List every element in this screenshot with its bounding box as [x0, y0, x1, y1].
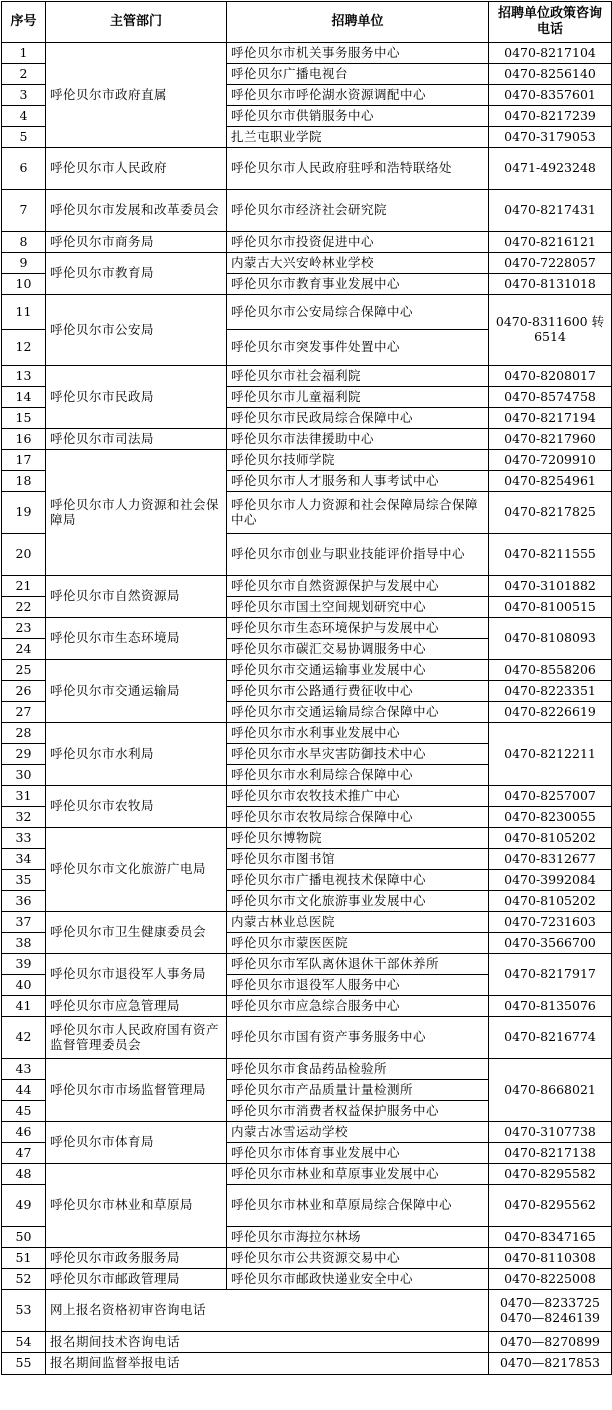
phone-cell: 0470-3179053 [489, 127, 612, 148]
unit-cell: 内蒙古大兴安岭林业学校 [227, 253, 489, 274]
department-cell: 呼伦贝尔市体育局 [46, 1122, 227, 1164]
table-row [2, 1164, 612, 1185]
row-number: 21 [2, 576, 46, 597]
row-number: 8 [2, 232, 46, 253]
unit-cell: 呼伦贝尔市公路通行费征收中心 [227, 681, 489, 702]
table-row [2, 190, 612, 232]
department-cell: 呼伦贝尔市发展和改革委员会 [46, 190, 227, 232]
row-number: 27 [2, 702, 46, 723]
table-row [2, 1269, 612, 1290]
unit-cell: 呼伦贝尔市自然资源保护与发展中心 [227, 576, 489, 597]
row-number: 50 [2, 1227, 46, 1248]
unit-cell: 呼伦贝尔市投资促进中心 [227, 232, 489, 253]
row-number: 10 [2, 274, 46, 295]
phone-cell: 0470-8217138 [489, 1143, 612, 1164]
table-row [2, 954, 612, 975]
phone-cell: 0470-8230055 [489, 807, 612, 828]
unit-cell: 呼伦贝尔市水旱灾害防御技术中心 [227, 744, 489, 765]
phone-cell: 0470-8574758 [489, 387, 612, 408]
footer-label-cell: 网上报名资格初审咨询电话 [46, 1290, 489, 1332]
table-row [2, 1059, 612, 1080]
unit-cell: 呼伦贝尔市创业与职业技能评价指导中心 [227, 534, 489, 576]
unit-cell: 呼伦贝尔市交通运输局综合保障中心 [227, 702, 489, 723]
row-number: 44 [2, 1080, 46, 1101]
unit-cell: 呼伦贝尔技师学院 [227, 450, 489, 471]
department-cell: 呼伦贝尔市卫生健康委员会 [46, 912, 227, 954]
table-row [2, 996, 612, 1017]
unit-cell: 呼伦贝尔广播电视台 [227, 64, 489, 85]
table-row [2, 232, 612, 253]
table-row [2, 576, 612, 597]
department-cell: 呼伦贝尔市民政局 [46, 366, 227, 429]
department-cell: 呼伦贝尔市市场监督管理局 [46, 1059, 227, 1122]
row-number: 24 [2, 639, 46, 660]
phone-cell: 0470-7231603 [489, 912, 612, 933]
department-cell: 呼伦贝尔市应急管理局 [46, 996, 227, 1017]
phone-cell: 0470-8105202 [489, 828, 612, 849]
department-cell: 呼伦贝尔市司法局 [46, 429, 227, 450]
row-number: 37 [2, 912, 46, 933]
unit-cell: 呼伦贝尔市社会福利院 [227, 366, 489, 387]
unit-cell: 呼伦贝尔市体育事业发展中心 [227, 1143, 489, 1164]
unit-cell: 呼伦贝尔博物院 [227, 828, 489, 849]
row-number: 51 [2, 1248, 46, 1269]
row-number: 3 [2, 85, 46, 106]
phone-cell: 0470-7228057 [489, 253, 612, 274]
unit-cell: 呼伦贝尔市教育事业发展中心 [227, 274, 489, 295]
unit-cell: 呼伦贝尔市蒙医医院 [227, 933, 489, 954]
footer-label-cell: 报名期间技术咨询电话 [46, 1332, 489, 1353]
header-unit: 招聘单位 [227, 2, 489, 43]
department-cell: 呼伦贝尔市政府直属 [46, 43, 227, 148]
phone-cell: 0470-8347165 [489, 1227, 612, 1248]
unit-cell: 内蒙古林业总医院 [227, 912, 489, 933]
row-number: 34 [2, 849, 46, 870]
department-cell: 呼伦贝尔市人民政府 [46, 148, 227, 190]
unit-cell: 呼伦贝尔市公共资源交易中心 [227, 1248, 489, 1269]
recruitment-table [1, 1, 612, 1375]
row-number: 42 [2, 1017, 46, 1059]
phone-cell: 0470-3101882 [489, 576, 612, 597]
table-row [2, 450, 612, 471]
table-row [2, 1017, 612, 1059]
header-no: 序号 [2, 2, 46, 43]
table-row [2, 295, 612, 330]
phone-cell: 0470-3566700 [489, 933, 612, 954]
row-number: 19 [2, 492, 46, 534]
unit-cell: 呼伦贝尔市供销服务中心 [227, 106, 489, 127]
row-number: 52 [2, 1269, 46, 1290]
row-number: 38 [2, 933, 46, 954]
row-number: 13 [2, 366, 46, 387]
row-number: 26 [2, 681, 46, 702]
unit-cell: 呼伦贝尔市文化旅游事业发展中心 [227, 891, 489, 912]
unit-cell: 呼伦贝尔市退役军人服务中心 [227, 975, 489, 996]
unit-cell: 呼伦贝尔市儿童福利院 [227, 387, 489, 408]
footer-label-cell: 报名期间监督举报电话 [46, 1353, 489, 1375]
unit-cell: 呼伦贝尔市林业和草原局综合保障中心 [227, 1185, 489, 1227]
phone-cell: 0470-8135076 [489, 996, 612, 1017]
phone-cell: 0470-8223351 [489, 681, 612, 702]
phone-cell: 0471-4923248 [489, 148, 612, 190]
table-row [2, 366, 612, 387]
phone-cell: 0470-8110308 [489, 1248, 612, 1269]
phone-cell: 0470-8225008 [489, 1269, 612, 1290]
department-cell: 呼伦贝尔市商务局 [46, 232, 227, 253]
row-number: 16 [2, 429, 46, 450]
unit-cell: 呼伦贝尔市农牧技术推广中心 [227, 786, 489, 807]
row-number: 45 [2, 1101, 46, 1122]
phone-cell: 0470-8217960 [489, 429, 612, 450]
phone-cell: 0470-8108093 [489, 618, 612, 660]
department-cell: 呼伦贝尔市邮政管理局 [46, 1269, 227, 1290]
department-cell: 呼伦贝尔市生态环境局 [46, 618, 227, 660]
unit-cell: 呼伦贝尔市碳汇交易协调服务中心 [227, 639, 489, 660]
unit-cell: 呼伦贝尔市交通运输事业发展中心 [227, 660, 489, 681]
row-number: 36 [2, 891, 46, 912]
header-dept: 主管部门 [46, 2, 227, 43]
unit-cell: 呼伦贝尔市农牧局综合保障中心 [227, 807, 489, 828]
table-row [2, 429, 612, 450]
phone-cell: 0470-8558206 [489, 660, 612, 681]
row-number: 54 [2, 1332, 46, 1353]
row-number: 32 [2, 807, 46, 828]
row-number: 31 [2, 786, 46, 807]
phone-number: 0470—8246139 [500, 1309, 600, 1325]
unit-cell: 呼伦贝尔市应急综合服务中心 [227, 996, 489, 1017]
unit-cell: 呼伦贝尔市图书馆 [227, 849, 489, 870]
phone-cell: 0470-8256140 [489, 64, 612, 85]
phone-cell: 0470-8226619 [489, 702, 612, 723]
table-row [2, 912, 612, 933]
phone-cell: 0470-8254961 [489, 471, 612, 492]
unit-cell: 呼伦贝尔市公安局综合保障中心 [227, 295, 489, 330]
phone-cell: 0470-8217917 [489, 954, 612, 996]
phone-number: 0470—8233725 [500, 1294, 600, 1310]
phone-cell: 0470-8311600 转 6514 [489, 295, 612, 366]
unit-cell: 呼伦贝尔市食品药品检验所 [227, 1059, 489, 1080]
row-number: 12 [2, 330, 46, 366]
row-number: 53 [2, 1290, 46, 1332]
department-cell: 呼伦贝尔市水利局 [46, 723, 227, 786]
phone-cell: 0470-8295562 [489, 1185, 612, 1227]
unit-cell: 呼伦贝尔市水利事业发展中心 [227, 723, 489, 744]
table-row [2, 43, 612, 64]
unit-cell: 呼伦贝尔市人民政府驻呼和浩特联络处 [227, 148, 489, 190]
table-row [2, 148, 612, 190]
row-number: 18 [2, 471, 46, 492]
phone-cell: 0470-8208017 [489, 366, 612, 387]
row-number: 43 [2, 1059, 46, 1080]
phone-cell: 0470-8217431 [489, 190, 612, 232]
phone-cell: 0470-8217194 [489, 408, 612, 429]
phone-cell: 0470-8212211 [489, 723, 612, 786]
phone-cell: 0470-8211555 [489, 534, 612, 576]
row-number: 30 [2, 765, 46, 786]
unit-cell: 呼伦贝尔市人力资源和社会保障局综合保障中心 [227, 492, 489, 534]
table-row [2, 253, 612, 274]
department-cell: 呼伦贝尔市自然资源局 [46, 576, 227, 618]
phone-cell: 0470-8668021 [489, 1059, 612, 1122]
row-number: 23 [2, 618, 46, 639]
phone-cell: 0470-8131018 [489, 274, 612, 295]
phone-number: 0470—8270899 [500, 1333, 600, 1349]
unit-cell: 呼伦贝尔市人才服务和人事考试中心 [227, 471, 489, 492]
department-cell: 呼伦贝尔市文化旅游广电局 [46, 828, 227, 912]
phone-cell: 0470-8357601 [489, 85, 612, 106]
unit-cell: 呼伦贝尔市国有资产事务服务中心 [227, 1017, 489, 1059]
unit-cell: 呼伦贝尔市呼伦湖水资源调配中心 [227, 85, 489, 106]
unit-cell: 呼伦贝尔市林业和草原事业发展中心 [227, 1164, 489, 1185]
header-phone: 招聘单位政策咨询电话 [489, 2, 612, 43]
row-number: 4 [2, 106, 46, 127]
phone-cell: 0470-8257007 [489, 786, 612, 807]
row-number: 41 [2, 996, 46, 1017]
table-row [2, 828, 612, 849]
department-cell: 呼伦贝尔市人力资源和社会保障局 [46, 450, 227, 576]
row-number: 6 [2, 148, 46, 190]
table-row [2, 723, 612, 744]
unit-cell: 呼伦贝尔市产品质量计量检测所 [227, 1080, 489, 1101]
row-number: 47 [2, 1143, 46, 1164]
table-row [2, 618, 612, 639]
department-cell: 呼伦贝尔市政务服务局 [46, 1248, 227, 1269]
row-number: 46 [2, 1122, 46, 1143]
row-number: 39 [2, 954, 46, 975]
row-number: 9 [2, 253, 46, 274]
row-number: 2 [2, 64, 46, 85]
department-cell: 呼伦贝尔市林业和草原局 [46, 1164, 227, 1248]
row-number: 28 [2, 723, 46, 744]
table-row [2, 1122, 612, 1143]
unit-cell: 呼伦贝尔市法律援助中心 [227, 429, 489, 450]
phone-number: 0470—8217853 [500, 1355, 600, 1371]
row-number: 25 [2, 660, 46, 681]
phone-cell: 0470-8295582 [489, 1164, 612, 1185]
unit-cell: 呼伦贝尔市机关事务服务中心 [227, 43, 489, 64]
department-cell: 呼伦贝尔市交通运输局 [46, 660, 227, 723]
department-cell: 呼伦贝尔市公安局 [46, 295, 227, 366]
unit-cell: 呼伦贝尔市经济社会研究院 [227, 190, 489, 232]
row-number: 55 [2, 1353, 46, 1375]
table-row [2, 660, 612, 681]
unit-cell: 呼伦贝尔市邮政快递业安全中心 [227, 1269, 489, 1290]
phone-cell [489, 1332, 612, 1353]
table-row [2, 1248, 612, 1269]
department-cell: 呼伦贝尔市农牧局 [46, 786, 227, 828]
row-number: 29 [2, 744, 46, 765]
row-number: 7 [2, 190, 46, 232]
unit-cell: 呼伦贝尔市广播电视技术保障中心 [227, 870, 489, 891]
row-number: 11 [2, 295, 46, 330]
table-row [2, 786, 612, 807]
unit-cell: 内蒙古冰雪运动学校 [227, 1122, 489, 1143]
footer-row [2, 1353, 612, 1375]
unit-cell: 呼伦贝尔市海拉尔林场 [227, 1227, 489, 1248]
phone-cell: 0470-8217825 [489, 492, 612, 534]
department-cell: 呼伦贝尔市教育局 [46, 253, 227, 295]
phone-cell: 0470-7209910 [489, 450, 612, 471]
department-cell: 呼伦贝尔市退役军人事务局 [46, 954, 227, 996]
unit-cell: 呼伦贝尔市国土空间规划研究中心 [227, 597, 489, 618]
footer-row [2, 1332, 612, 1353]
row-number: 48 [2, 1164, 46, 1185]
row-number: 20 [2, 534, 46, 576]
footer-row [2, 1290, 612, 1332]
phone-cell: 0470-8216774 [489, 1017, 612, 1059]
phone-cell: 0470-8100515 [489, 597, 612, 618]
row-number: 14 [2, 387, 46, 408]
unit-cell: 呼伦贝尔市突发事件处置中心 [227, 330, 489, 366]
phone-cell: 0470-3107738 [489, 1122, 612, 1143]
phone-cell [489, 1290, 612, 1332]
phone-cell: 0470-3992084 [489, 870, 612, 891]
row-number: 33 [2, 828, 46, 849]
phone-cell: 0470-8312677 [489, 849, 612, 870]
department-cell: 呼伦贝尔市人民政府国有资产监督管理委员会 [46, 1017, 227, 1059]
unit-cell: 呼伦贝尔市民政局综合保障中心 [227, 408, 489, 429]
row-number: 5 [2, 127, 46, 148]
unit-cell: 呼伦贝尔市消费者权益保护服务中心 [227, 1101, 489, 1122]
row-number: 15 [2, 408, 46, 429]
phone-cell: 0470-8217239 [489, 106, 612, 127]
unit-cell: 呼伦贝尔市军队离休退休干部休养所 [227, 954, 489, 975]
phone-cell: 0470-8217104 [489, 43, 612, 64]
phone-cell: 0470-8105202 [489, 891, 612, 912]
row-number: 1 [2, 43, 46, 64]
row-number: 22 [2, 597, 46, 618]
unit-cell: 呼伦贝尔市生态环境保护与发展中心 [227, 618, 489, 639]
row-number: 35 [2, 870, 46, 891]
unit-cell: 呼伦贝尔市水利局综合保障中心 [227, 765, 489, 786]
row-number: 40 [2, 975, 46, 996]
unit-cell: 扎兰屯职业学院 [227, 127, 489, 148]
row-number: 17 [2, 450, 46, 471]
phone-cell [489, 1353, 612, 1375]
phone-cell: 0470-8216121 [489, 232, 612, 253]
row-number: 49 [2, 1185, 46, 1227]
header-row [2, 2, 612, 43]
